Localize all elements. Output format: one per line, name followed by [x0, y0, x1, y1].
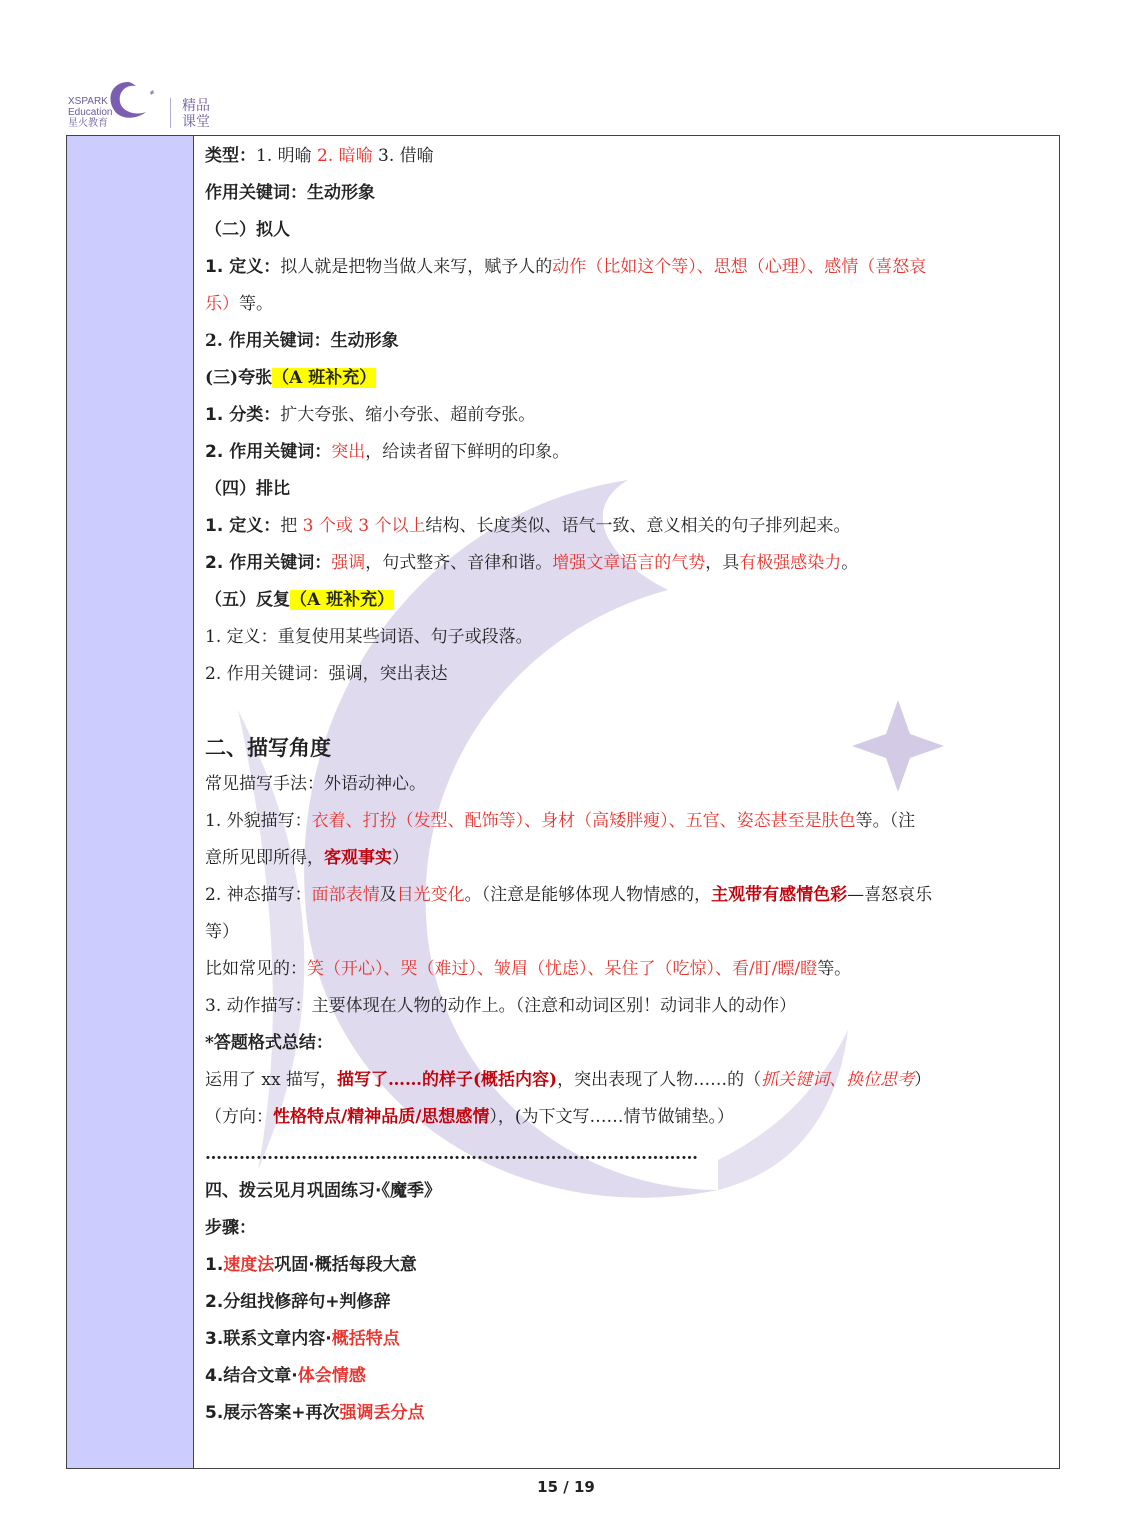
type-3: 3. 借喻 [372, 146, 434, 166]
highlight-text: 体会情感 [297, 1366, 366, 1386]
text: 等。 [239, 294, 273, 314]
text: ，具 [705, 553, 740, 573]
highlight-text: 突出 [331, 442, 366, 462]
dotted-divider: …………………………………………………………………………… [205, 1144, 698, 1164]
text: 拟人就是把物当做人来写，赋予人的 [280, 257, 553, 277]
expression-description-cont: 等） [205, 922, 239, 942]
label: 2. 作用关键词： [205, 442, 332, 462]
highlight-text: 衣着、打扮（发型、配饰等）、身材（高矮胖瘦）、五官、姿态甚至是肤色 [311, 811, 856, 831]
repetition-keyword: 2. 作用关键词：强调，突出表达 [205, 664, 448, 684]
text: 1. [205, 1255, 224, 1275]
text: 4.结合文章· [205, 1366, 298, 1386]
highlight-text: 3 个或 3 个以上 [302, 516, 426, 536]
logo-line3: 星火教育 [68, 118, 108, 129]
metaphor-keyword: 作用关键词：生动形象 [205, 183, 375, 203]
class-a-badge: （A 班补充） [272, 368, 377, 388]
label: (三)夸张 [205, 368, 273, 388]
text: ） [914, 1070, 932, 1090]
highlight-text: 强调丢分点 [339, 1403, 425, 1423]
parallelism-keyword [205, 545, 1053, 582]
text: 把 [280, 516, 303, 536]
page-number: 15 / 19 [537, 1478, 595, 1496]
highlight-text: 动作（比如这个等）、思想（心理）、感情（喜怒哀 [552, 257, 927, 277]
answer-format [205, 1062, 1053, 1099]
type-1: 1. 明喻 [256, 146, 318, 166]
hyperbole-classes [205, 397, 1053, 434]
emphasis-text: 描写了……的样子(概括内容) [336, 1070, 558, 1090]
section-repetition [205, 582, 1053, 619]
type-2: 2. 暗喻 [317, 146, 373, 166]
common-expressions [205, 951, 1053, 988]
step-1 [205, 1247, 1053, 1284]
text: 。 [841, 553, 859, 573]
emphasis-text: 性格特点/精神品质/思想感情 [273, 1107, 490, 1127]
text: 2. 神态描写： [205, 885, 312, 905]
label: 1. 定义： [205, 257, 281, 277]
label: 1. 分类： [205, 405, 281, 425]
highlight-text: 乐） [205, 294, 239, 314]
text: 5.展示答案+再次 [205, 1403, 340, 1423]
header [66, 72, 266, 132]
personification-definition [205, 249, 1053, 286]
text: 等。（注 [855, 811, 916, 831]
sub-brand-line1: 精品 [182, 98, 210, 114]
text: 比如常见的： [205, 959, 307, 979]
personification-keyword: 2. 作用关键词：生动形象 [205, 331, 399, 351]
steps-heading: 步骤： [205, 1218, 256, 1238]
text: 3.联系文章内容· [205, 1329, 332, 1349]
text: 1. 外貌描写： [205, 811, 312, 831]
section-parallelism: （四）排比 [205, 479, 290, 499]
spacer [205, 693, 1053, 729]
text: 意所见即所得， [205, 848, 324, 868]
metaphor-types [205, 138, 1053, 175]
text: （方向： [205, 1107, 273, 1127]
common-techniques: 常见描写手法：外语动神心。 [205, 774, 426, 794]
hint-text: 抓关键词、换位思考 [761, 1070, 915, 1090]
repetition-definition: 1. 定义：重复使用某些词语、句子或段落。 [205, 627, 533, 647]
logo-text [68, 96, 112, 129]
highlight-text: 面部表情 [311, 885, 380, 905]
text: ，句式整齐、音律和谐。 [365, 553, 553, 573]
lesson-content [205, 138, 1053, 1432]
text: 等。 [817, 959, 852, 979]
text: 巩固·概括每段大意 [274, 1255, 417, 1275]
step-5 [205, 1395, 1053, 1432]
left-label-column [67, 136, 194, 1468]
answer-format-heading: *答题格式总结： [205, 1033, 333, 1053]
section-personification: （二）拟人 [205, 220, 290, 240]
text: 结构、长度类似、语气一致、意义相关的句子排列起来。 [425, 516, 851, 536]
text: ），(为下文写……情节做铺垫。） [489, 1107, 735, 1127]
step-3 [205, 1321, 1053, 1358]
highlight-text: 笑（开心）、哭（难过）、皱眉（忧虑）、呆住了（吃惊）、看/盯/瞟/瞪 [307, 959, 818, 979]
step-2: 2.分组找修辞句+判修辞 [205, 1292, 391, 1312]
text: 及 [379, 885, 397, 905]
appearance-description-cont [205, 840, 1053, 877]
text: —喜怒哀乐 [847, 885, 933, 905]
lesson-table [66, 135, 1060, 1469]
text: 扩大夸张、缩小夸张、超前夸张。 [280, 405, 536, 425]
hyperbole-keyword [205, 434, 1053, 471]
text: 运用了 xx 描写， [205, 1070, 337, 1090]
label: （五）反复 [205, 590, 290, 610]
logo-divider [170, 98, 171, 128]
logo-line2: Education [68, 107, 113, 118]
emphasis-text: 客观事实 [324, 848, 392, 868]
emphasis-text: 主观带有感情色彩 [711, 885, 848, 905]
section-hyperbole [205, 360, 1053, 397]
highlight-text: 强调 [331, 553, 366, 573]
expression-description [205, 877, 1053, 914]
text: ，突出表现了人物……的（ [557, 1070, 762, 1090]
highlight-text: 目光变化 [396, 885, 465, 905]
text: ） [392, 848, 409, 868]
sub-brand [182, 98, 210, 130]
label: 1. 定义： [205, 516, 281, 536]
parallelism-definition [205, 508, 1053, 545]
sub-brand-line2: 课堂 [182, 114, 210, 130]
logo-line1: XSPARK [68, 96, 108, 107]
highlight-text: 增强文章语言的气势 [552, 553, 706, 573]
highlight-text: 速度法 [223, 1255, 275, 1275]
label: 2. 作用关键词： [205, 553, 332, 573]
action-description: 3. 动作描写：主要体现在人物的动作上。（注意和动词区别！动词非人的动作） [205, 996, 797, 1016]
class-a-badge: （A 班补充） [290, 590, 395, 610]
answer-format-cont [205, 1099, 1053, 1136]
text: ，给读者留下鲜明的印象。 [365, 442, 570, 462]
text: 。（注意是能够体现人物情感的， [464, 885, 712, 905]
step-4 [205, 1358, 1053, 1395]
appearance-description [205, 803, 1053, 840]
highlight-text: 有极强感染力 [739, 553, 842, 573]
personification-definition-cont [205, 286, 1053, 323]
section-practice: 四、拨云见月巩固练习·《魔季》 [205, 1181, 441, 1201]
highlight-text: 概括特点 [331, 1329, 400, 1349]
section-description-angles: 二、描写角度 [205, 735, 331, 760]
label: 类型： [205, 146, 256, 166]
